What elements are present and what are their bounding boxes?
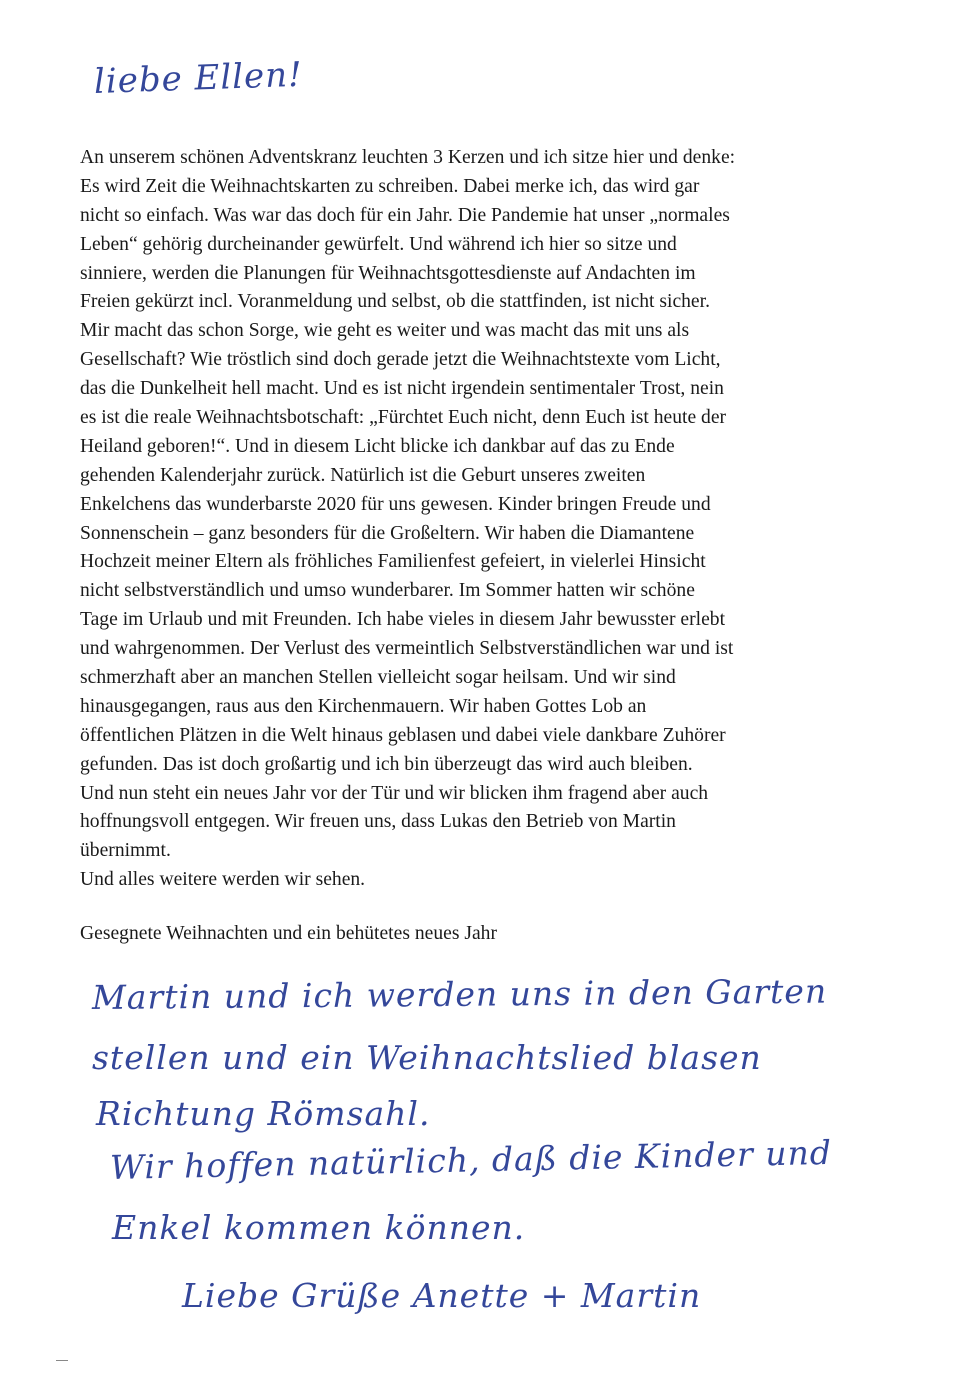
handwritten-note-line: Martin und ich werden uns in den Garten (91, 971, 828, 1017)
handwritten-note-line: Wir hoffen natürlich, daß die Kinder und (109, 1132, 833, 1187)
letter-line: Es wird Zeit die Weihnachtskarten zu schreiben. Dabei merke ich, das wird gar (80, 175, 700, 197)
letter-line: hoffnungsvoll entgegen. Wir freuen uns, dass Lukas den Betrieb von Martin (80, 811, 676, 833)
letter-line: sinniere, werden die Planungen für Weihnachtsgottesdienste auf Andachten im (80, 262, 696, 284)
letter-line: Und nun steht ein neues Jahr vor der Tür und wir blicken ihm fragend aber auch (80, 782, 709, 804)
closing-line: Gesegnete Weihnachten und ein behütetes neues Jahr (80, 923, 497, 944)
letter-line: öffentlichen Plätzen in die Welt hinaus geblasen und dabei viele dankbare Zuhörer (80, 724, 726, 746)
letter-line: An unserem schönen Adventskranz leuchten 3 Kerzen und ich sitze hier und denke: (80, 147, 736, 168)
letter-line: gehenden Kalenderjahr zurück. Natürlich ist die Geburt unseres zweiten (80, 464, 646, 486)
letter-line: Tage im Urlaub und mit Freunden. Ich habe vieles in diesem Jahr bewusster erlebt (80, 609, 726, 631)
letter-line: übernimmt. (80, 840, 171, 862)
letter-line: Mir macht das schon Sorge, wie geht es weiter und was macht das mit uns als (80, 320, 690, 342)
handwritten-signature: Liebe Grüße Anette + Martin (182, 1276, 702, 1315)
letter-line: Gesellschaft? Wie tröstlich sind doch gerade jetzt die Weihnachtstexte vom Licht, (80, 349, 721, 371)
handwritten-note-line: stellen und ein Weihnachtslied blasen (92, 1038, 762, 1077)
handwritten-note-line: Richtung Römsahl. (96, 1094, 431, 1133)
letter-line: es ist die reale Weihnachtsbotschaft: „Fürchtet Euch nicht, denn Euch ist heute der (80, 407, 727, 429)
letter-line: Heiland geboren!“. Und in diesem Licht blicke ich dankbar auf das zu Ende (80, 435, 675, 457)
letter-line: Und alles weitere werden wir sehen. (80, 869, 366, 891)
letter-line: Sonnenschein – ganz besonders für die Großeltern. Wir haben die Diamantene (80, 522, 695, 544)
letter-line: hinausgegangen, raus aus den Kirchenmauern. Wir haben Gottes Lob an (80, 695, 647, 717)
letter-line: gefunden. Das ist doch großartig und ich bin überzeugt das wird auch bleiben. (80, 753, 693, 775)
letter-body (80, 144, 930, 895)
letter-line: Enkelchens das wunderbarste 2020 für uns gewesen. Kinder bringen Freude und (80, 493, 711, 515)
letter-line: nicht selbstverständlich und umso wunderbarer. Im Sommer hatten wir schöne (80, 580, 695, 602)
handwritten-salutation: liebe Ellen! (93, 54, 304, 102)
page-mark (56, 1360, 68, 1361)
letter-line: und wahrgenommen. Der Verlust des vermeintlich Selbstverständlichen war und ist (80, 638, 734, 660)
letter-line: Hochzeit meiner Eltern als fröhliches Familienfest gefeiert, in vielerlei Hinsicht (80, 551, 706, 573)
letter-line: Leben“ gehörig durcheinander gewürfelt. Und während ich hier so sitze und (80, 233, 677, 255)
letter-line: schmerzhaft aber an manchen Stellen vielleicht sogar heilsam. Und wir sind (80, 667, 676, 689)
handwritten-note-line: Enkel kommen können. (112, 1208, 526, 1247)
letter-line: Freien gekürzt incl. Voranmeldung und selbst, ob die stattfinden, ist nicht sicher. (80, 291, 710, 313)
letter-line: das die Dunkelheit hell macht. Und es ist nicht irgendein sentimentaler Trost, nein (80, 378, 724, 400)
letter-line: nicht so einfach. Was war das doch für ein Jahr. Die Pandemie hat unser „normales (80, 204, 730, 226)
